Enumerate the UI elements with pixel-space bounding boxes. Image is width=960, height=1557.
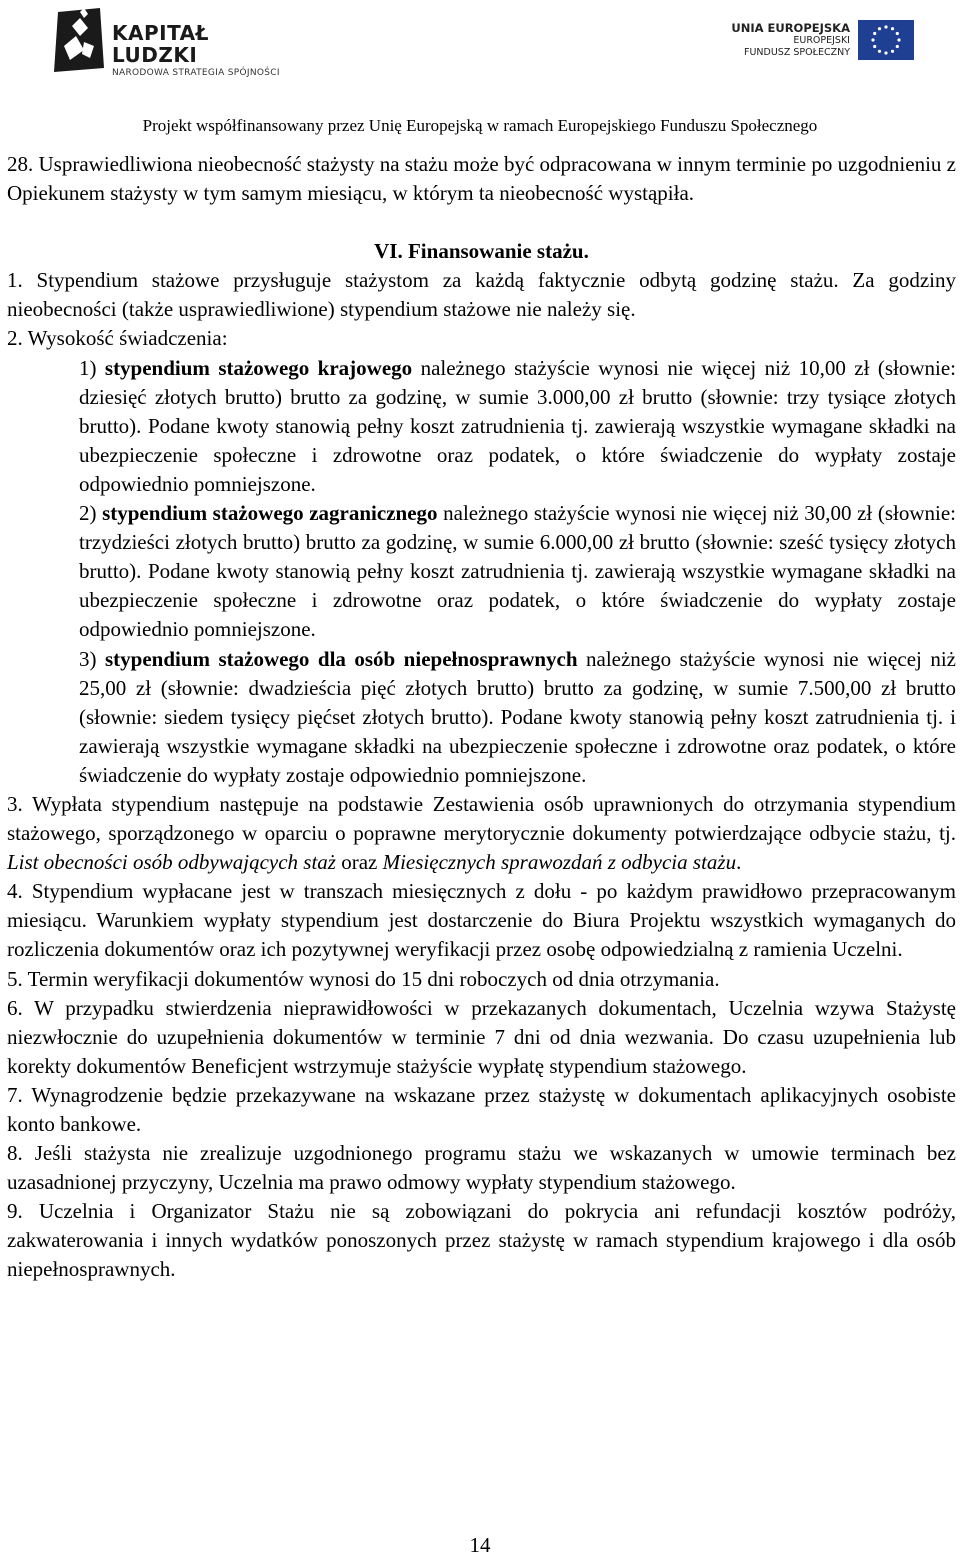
list-item-bold: stypendium stażowego krajowego xyxy=(104,355,413,380)
paragraph-8: 8. Jeśli stażysta nie zrealizuje uzgodnionego programu stażu we wskazanych w umowie terminach bez uzasadnionej przyczyny, Uczelnia ma prawo odmowy wypłaty stypendium stażowego. xyxy=(7,1141,956,1195)
eu-logo-line3: FUNDUSZ SPOŁECZNY xyxy=(744,47,850,58)
paragraph-7: 7. Wynagrodzenie będzie przekazywane na wskazane przez stażystę w dokumentach aplikacyjnych osobiste konto bankowe. xyxy=(7,1082,956,1136)
paragraph-3-italic-2: Miesięcznych sprawozdań z odbycia stażu xyxy=(382,850,737,875)
list-item-bold: stypendium stażowego zagranicznego xyxy=(102,501,438,526)
eu-logo-line2: EUROPEJSKI xyxy=(793,35,850,46)
list-item-bold: stypendium stażowego dla osób niepełnosprawnych xyxy=(104,646,578,671)
paragraph-6: 6. W przypadku stwierdzenia nieprawidłowości w przekazanych dokumentach, Uczelnia wzywa Stażystę niezwłocznie do uzupełnienia dokumentów w terminie 7 dni od dnia wezwania. Do czasu uzupełnienia lub korekty dokumentów Beneficjent wstrzymuje stażyście wypłatę stypendium stażowego. xyxy=(7,995,956,1078)
paragraph-3-text-c: . xyxy=(736,850,742,875)
eu-logo-title: UNIA EUROPEJSKA xyxy=(731,21,850,35)
list-item-number: 3) xyxy=(79,646,105,671)
paragraph-2-intro: 2. Wysokość świadczenia: xyxy=(7,326,228,351)
paragraph-28: 28. Usprawiedliwiona nieobecność stażysty na stażu może być odpracowana w innym terminie po uzgodnieniu z Opiekunem stażysty w tym samym miesiącu, w którym ta nieobecność wystąpiła. xyxy=(7,152,956,206)
kapital-ludzki-logo-icon xyxy=(50,6,108,74)
list-item-krajowe xyxy=(7,354,956,499)
paragraph-9: 9. Uczelnia i Organizator Stażu nie są zobowiązani do pokrycia ani refundacji kosztów podróży, zakwaterowania i innych wydatków ponoszonych przez stażystę w ramach stypendium krajowego i dla osób niepełnosprawnych. xyxy=(7,1199,956,1282)
page-number: 14 xyxy=(469,1533,491,1557)
section-heading: VI. Finansowanie stażu. xyxy=(374,239,589,264)
list-item-number: 1) xyxy=(79,355,105,380)
project-cofinancing-line: Projekt współfinansowany przez Unię Europejską w ramach Europejskiego Funduszu Społecznego xyxy=(142,116,818,135)
kapital-ludzki-text xyxy=(112,22,280,78)
document-body xyxy=(7,150,956,1285)
eu-logo xyxy=(710,16,910,72)
eu-flag-icon xyxy=(858,20,914,60)
list-item-niepelnosprawni xyxy=(7,645,956,790)
paragraph-4: 4. Stypendium wypłacane jest w transzach miesięcznych z dołu - po każdym prawidłowo przepracowanym miesiącu. Warunkiem wypłaty stypendium jest dostarczenie do Biura Projektu wszystkich wymaganych do rozliczenia dokumentów oraz ich pozytywnej weryfikacji przez osobę odpowiedzialną z ramienia Uczelni. xyxy=(7,879,956,962)
kapital-ludzki-subtitle: NARODOWA STRATEGIA SPÓJNOŚCI xyxy=(112,68,280,78)
paragraph-3-text-a: 3. Wypłata stypendium następuje na podstawie Zestawienia osób uprawnionych do otrzymania stypendium stażowego, sporządzonego w oparciu o poprawne merytorycznie dokumenty potwierdzające odbycie stażu, tj. xyxy=(7,791,956,846)
paragraph-3-text-b: oraz xyxy=(335,850,383,875)
list-item-text: należnego stażyście wynosi nie więcej niż 10,00 zł (słownie: dziesięć złotych brutto) brutto za godzinę, w sumie 3.000,00 zł brutto (słownie: trzy tysiące złotych brutto). Podane kwoty stanowią pełny koszt zatrudnienia tj. zawierają wszystkie wymagane składki na ubezpieczenie społeczne i zdrowotne oraz podatek, o które świadczenie do wypłaty zostaje odpowiednio pomniejszone. xyxy=(79,355,956,496)
kapital-ludzki-logo xyxy=(50,6,280,76)
list-item-zagraniczne xyxy=(7,499,956,644)
list-item-text: należnego stażyście wynosi nie więcej niż 25,00 zł (słownie: dwadzieścia pięć złotych brutto) brutto za godzinę, w sumie 7.500,00 zł brutto (słownie: siedem tysięcy pięćset złotych brutto). Podane kwoty stanowią pełny koszt zatrudnienia tj. i zawierają wszystkie wymagane składki na ubezpieczenie społeczne i zdrowotne oraz podatek, o które świadczenie do wypłaty zostaje odpowiednio pomniejszone. xyxy=(79,646,957,787)
paragraph-3 xyxy=(7,790,956,877)
kapital-ludzki-title: KAPITAŁ LUDZKI xyxy=(112,21,209,67)
paragraph-1: 1. Stypendium stażowe przysługuje stażystom za każdą faktycznie odbytą godzinę stażu. Za godziny nieobecności (także usprawiedliwione) stypendium stażowe nie należy się. xyxy=(7,268,956,322)
eu-logo-text xyxy=(710,22,850,59)
paragraph-5: 5. Termin weryfikacji dokumentów wynosi do 15 dni roboczych od dnia otrzymania. xyxy=(7,966,720,991)
paragraph-3-italic-1: List obecności osób odbywających staż xyxy=(7,850,336,875)
list-item-text: należnego stażyście wynosi nie więcej niż 30,00 zł (słownie: trzydzieści złotych brutto) brutto za godzinę, w sumie 6.000,00 zł brutto (słownie: sześć tysięcy złotych brutto). Podane kwoty stanowią pełny koszt zatrudnienia tj. zawierają wszystkie wymagane składki na ubezpieczenie społeczne i zdrowotne oraz podatek, o które świadczenie do wypłaty zostaje odpowiednio pomniejszone. xyxy=(79,501,956,642)
list-item-number: 2) xyxy=(79,501,103,526)
